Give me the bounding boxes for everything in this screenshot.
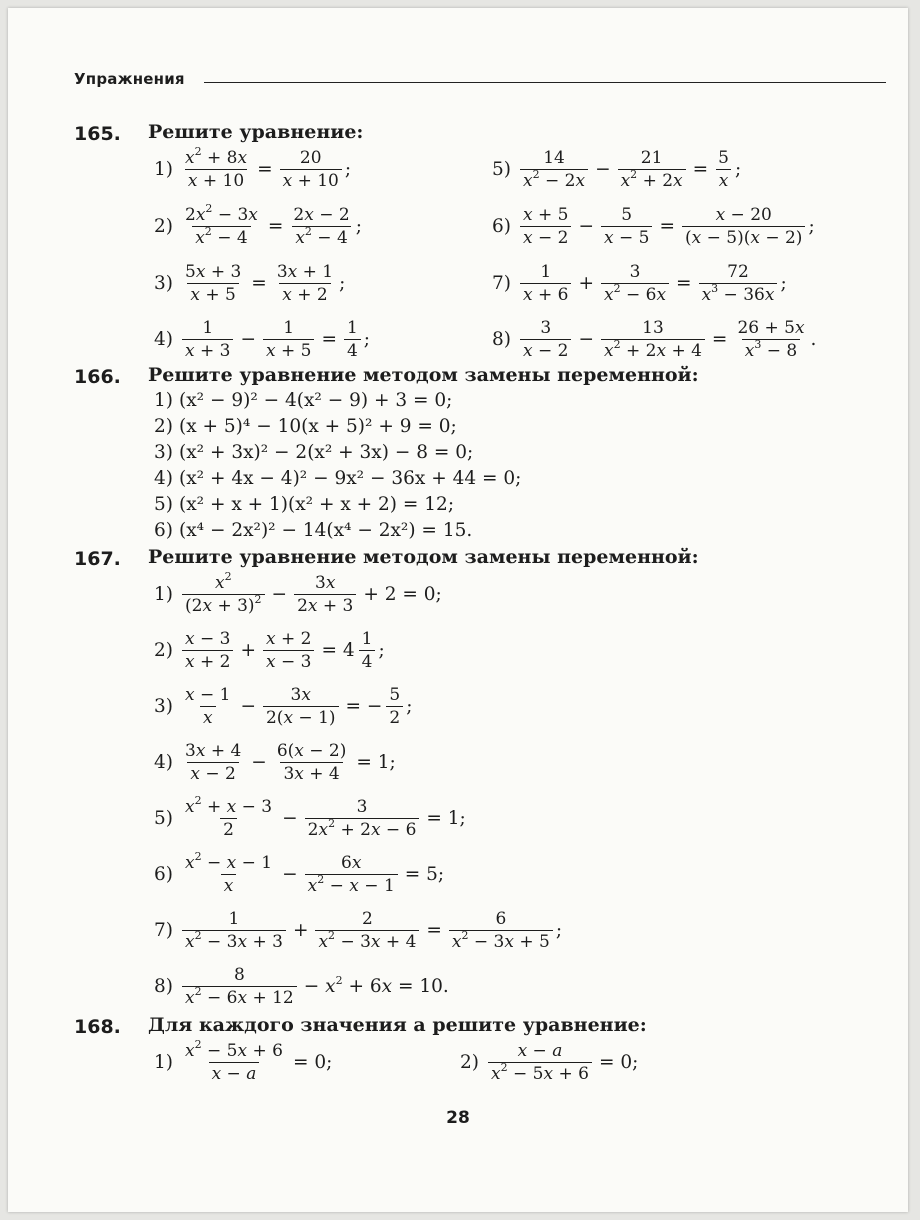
task-heading-165: Решите уравнение:: [148, 121, 364, 143]
eq-166-2: 2) (x + 5)⁴ − 10(x + 5)² + 9 = 0;: [154, 416, 457, 437]
task-number-166: 166.: [74, 366, 121, 388]
task-heading-166: Решите уравнение методом замены переменной:: [148, 364, 699, 386]
eq-166-5: 5) (x² + x + 1)(x² + x + 2) = 12;: [154, 494, 455, 515]
eq-165-6: 6) $\frac{x + 5}{x - 2}$ − $\frac{5}{x - 5}$ = $\frac{x - 20}{(x - 5)(x - 2)}$ ;: [492, 205, 815, 248]
eq-167-4: 4) $\frac{3x + 4}{x - 2}$ − $\frac{6(x - 2)}{3x + 4}$ = 1;: [154, 741, 396, 784]
eq-167-6: 6) $\frac{x^2 - x - 1}{x}$ − $\frac{6x}{x^2 - x - 1}$ = 5;: [154, 850, 445, 896]
eq-166-3: 3) (x² + 3x)² − 2(x² + 3x) − 8 = 0;: [154, 442, 474, 463]
eq-165-2: 2) $\frac{2x^2 - 3x}{x^2 - 4}$ = $\frac{2x - 2}{x^2 - 4}$ ;: [154, 202, 362, 248]
eq-168-2: 2) $\frac{x - a}{x^2 - 5x + 6}$ = 0;: [460, 1041, 639, 1084]
eq-167-3: 3) $\frac{x - 1}{x}$ − $\frac{3x}{2(x - 1)}$ = − $\frac{5}{2}$ ;: [154, 685, 413, 728]
page-header: [74, 70, 886, 94]
header-rule: [204, 82, 886, 83]
eq-165-8: 8) $\frac{3}{x - 2}$ − $\frac{13}{x^2 + 2x + 4}$ = $\frac{26 + 5x}{x^3 - 8}$ .: [492, 318, 817, 361]
eq-165-4: 4) $\frac{1}{x + 3}$ − $\frac{1}{x + 5}$ = $\frac{1}{4}$ ;: [154, 318, 371, 361]
eq-166-4: 4) (x² + 4x − 4)² − 9x² − 36x + 44 = 0;: [154, 468, 522, 489]
eq-167-7: 7) $\frac{1}{x^2 - 3x + 3}$ + $\frac{2}{x^2 - 3x + 4}$ = $\frac{6}{x^2 - 3x + 5}$ ;: [154, 909, 563, 952]
page-number: 28: [446, 1108, 470, 1128]
eq-167-8: 8) $\frac{8}{x^2 - 6x + 12}$ − $x^2 + 6x = 10$.: [154, 965, 449, 1008]
section-title: Упражнения: [74, 70, 185, 88]
eq-167-1: 1) $\frac{x^2}{(2x + 3)^2}$ − $\frac{3x}{2x + 3}$ + 2 = 0;: [154, 570, 442, 616]
task-heading-168: Для каждого значения a решите уравнение:: [148, 1014, 647, 1036]
eq-167-5: 5) $\frac{x^2 + x - 3}{2}$ − $\frac{3}{2x^2 + 2x - 6}$ = 1;: [154, 794, 466, 840]
eq-165-7: 7) $\frac{1}{x + 6}$ + $\frac{3}{x^2 - 6x}$ = $\frac{72}{x^3 - 36x}$ ;: [492, 262, 787, 305]
task-heading-167: Решите уравнение методом замены переменной:: [148, 546, 699, 568]
task-number-165: 165.: [74, 123, 121, 145]
eq-166-6: 6) (x⁴ − 2x²)² − 14(x⁴ − 2x²) = 15.: [154, 520, 473, 541]
task-number-168: 168.: [74, 1016, 121, 1038]
textbook-page: [8, 8, 908, 1212]
eq-167-2: 2) $\frac{x - 3}{x + 2}$ + $\frac{x + 2}{x - 3}$ = 4 $\frac{1}{4}$ ;: [154, 629, 385, 672]
eq-166-1: 1) (x² − 9)² − 4(x² − 9) + 3 = 0;: [154, 390, 453, 411]
task-number-167: 167.: [74, 548, 121, 570]
eq-165-3: 3) $\frac{5x + 3}{x + 5}$ = $\frac{3x + 1}{x + 2}$ ;: [154, 262, 346, 305]
eq-165-5: 5) $\frac{14}{x^2 - 2x}$ − $\frac{21}{x^2 + 2x}$ = $\frac{5}{x}$ ;: [492, 148, 742, 191]
eq-168-1: 1) $\frac{x^2 - 5x + 6}{x - a}$ = 0;: [154, 1038, 333, 1084]
eq-165-1: 1) $\frac{x^2 + 8x}{x + 10}$ = $\frac{20}{x + 10}$ ;: [154, 145, 352, 191]
